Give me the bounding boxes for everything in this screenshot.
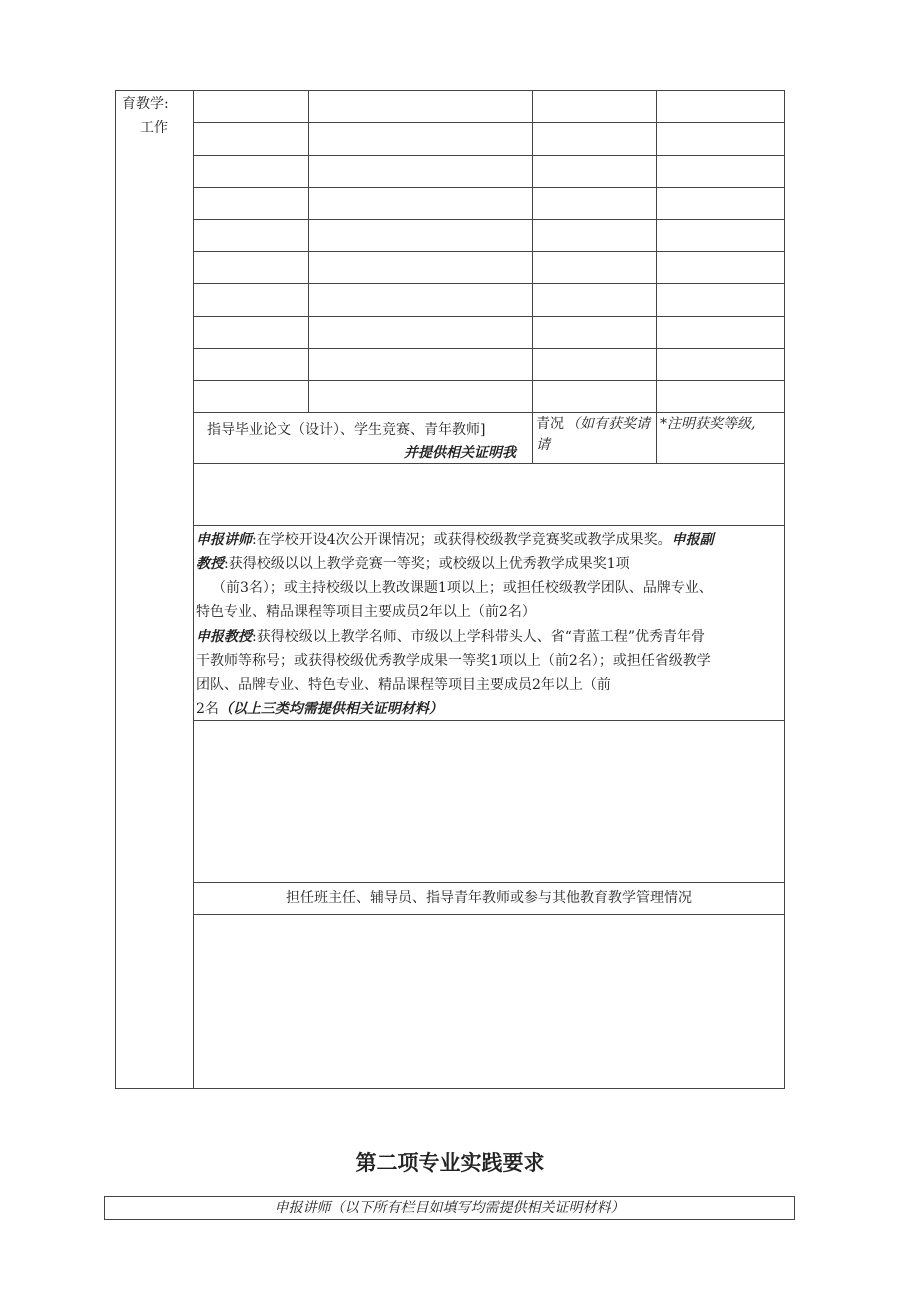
guidance-header-part4: （如有获奖请 [566,416,650,432]
grid-row-line [193,283,785,284]
label-column-divider [193,90,194,1089]
section2-title: 第二项专业实践要求 [355,1151,545,1175]
criteria-line-3 [212,576,784,600]
side-label-line1: 育教学: [122,96,169,112]
section2-lecturer-text: 申报讲师（以下所有栏目如填写均需提供相关证明材料） [274,1200,625,1216]
grid-row-line [193,380,785,381]
assoc-criteria-2: （前3名）；或主持校级以上教改课题1项以上；或担任校级教学团队、品牌专业、 [212,580,713,596]
criteria-line-1 [196,528,784,552]
management-header-bottom [193,914,785,915]
lecturer-label: 申报讲师 [196,532,252,548]
criteria-line-5 [196,625,784,649]
prof-criteria-2: 干教师等称号；或获得校级优秀教学成果一等奖1项以上（前2名）；或担任省级教学 [196,653,711,669]
management-header: 担任班主任、辅导员、指导青年教师或参与其他教育教学管理情况 [286,890,692,906]
prof-criteria-4b: （以上三类均需提供相关证明材料） [218,701,443,717]
criteria-line-7 [196,673,784,697]
criteria-line-2 [196,552,784,576]
criteria-line-6 [196,649,784,673]
entry-row-bottom [193,525,785,526]
grid-col-divider-2 [532,90,533,463]
criteria-line-8 [196,697,784,721]
grid-row-line [193,219,785,220]
assoc-label-part2: 教授 [196,556,224,572]
guidance-header-part5: *注明获奖等级, [660,416,756,432]
criteria-line-4 [196,600,784,624]
assoc-label-part1: 申报副 [671,532,714,548]
blank-area-bottom [193,882,785,883]
grid-row-line [193,155,785,156]
prof-label: 申报教授 [196,629,252,645]
guidance-header-part3: 青况 [536,416,564,432]
prof-criteria-4a: 2名 [196,701,219,717]
assoc-criteria-3: 特色专业、精品课程等项目主要成员2年以上（前2名） [196,604,536,620]
grid-row-line [193,251,785,252]
prof-criteria-3: 团队、品牌专业、特色专业、精品课程等项目主要成员2年以上（前 [196,677,611,693]
guidance-header-part1: 指导毕业论文（设计）、学生竞赛、青年教师] [207,422,486,438]
grid-col-divider-3 [656,90,657,463]
grid-row-line [193,122,785,123]
grid-row-line [193,187,785,188]
criteria-row-bottom [193,720,785,721]
assoc-criteria-1: :获得校级以以上教学竞赛一等奖；或校级以上优秀教学成果奖1项 [224,556,630,572]
side-label-line2: 工作 [140,120,168,136]
grid-row-line [193,348,785,349]
guidance-row-bottom [193,463,785,464]
grid-row-line [193,316,785,317]
guidance-header-part2: 并提供相关证明我 [404,445,516,461]
guidance-header-part4b: 请 [536,437,550,453]
prof-criteria-1: :获得校级以上教学名师、市级以上学科带头人、省“青蓝工程”优秀青年骨 [252,629,706,645]
lecturer-criteria: :在学校开设4次公开课情况；或获得校级教学竞赛奖或教学成果奖。 [252,532,672,548]
